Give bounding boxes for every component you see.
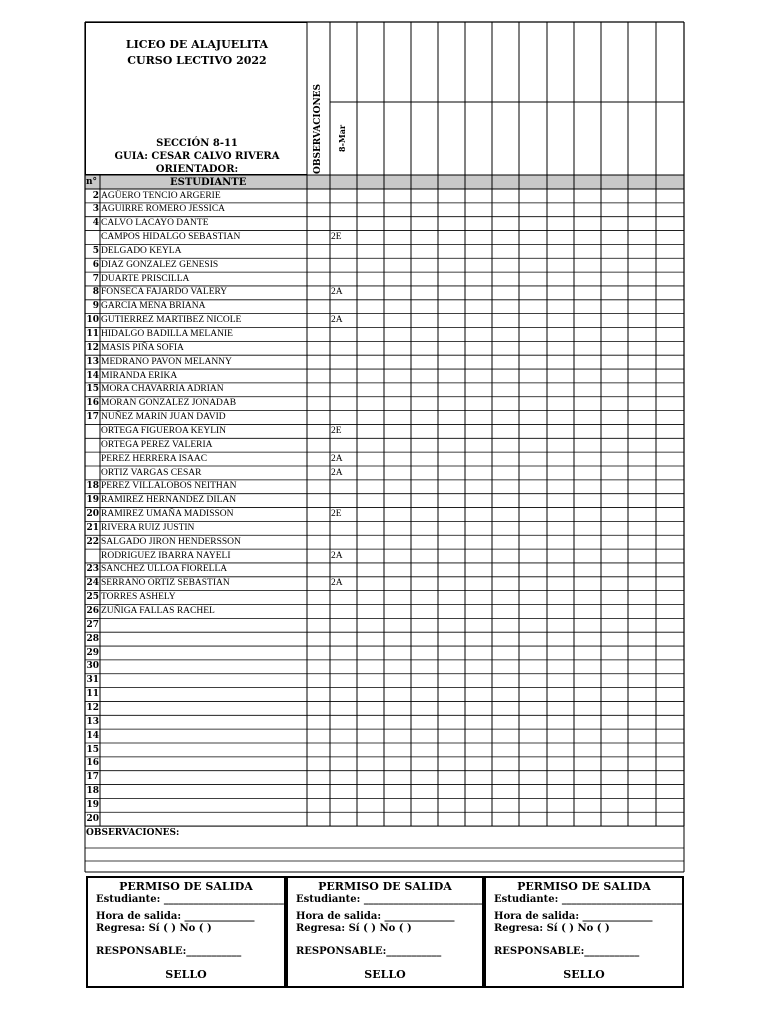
row-number: 31 xyxy=(86,675,99,686)
student-name: ORTEGA FIGUEROA KEYLIN xyxy=(101,425,227,436)
student-name: SANCHEZ ULLOA FIORELLA xyxy=(101,564,228,575)
permit-stamp-label: SELLO xyxy=(364,968,406,981)
student-name: DUARTE PRISCILLA xyxy=(101,273,190,284)
row-number: 27 xyxy=(86,619,99,630)
student-name: AGÜERO TENCIO ARGERIE xyxy=(101,190,221,201)
section-info xyxy=(86,137,308,176)
row-number: 16 xyxy=(86,758,99,769)
row-number: 9 xyxy=(92,301,99,312)
number-column-header: n° xyxy=(86,177,98,187)
observation-cell: 2E xyxy=(331,425,342,436)
student-name: CALVO LACAYO DANTE xyxy=(101,218,209,229)
student-name: SALGADO JIRON HENDERSSON xyxy=(101,536,241,547)
permit-student-line[interactable]: Estudiante: ________________________ xyxy=(96,894,284,905)
permit-time-line[interactable]: Hora de salida: ______________ xyxy=(96,911,255,922)
permit-time-line[interactable]: Hora de salida: ______________ xyxy=(494,911,653,922)
student-name: GARCIA MENA BRIANA xyxy=(101,301,206,312)
student-name: MIRANDA ERIKA xyxy=(101,370,178,381)
row-number: 6 xyxy=(92,259,99,270)
student-name: MASIS PIÑA SOFIA xyxy=(101,342,184,353)
row-number: 25 xyxy=(86,592,99,603)
exit-permit-card xyxy=(484,876,684,988)
observation-cell: 2E xyxy=(331,232,342,243)
student-name: RODRIGUEZ IBARRA NAYELI xyxy=(101,550,231,561)
permit-time-line[interactable]: Hora de salida: ______________ xyxy=(296,911,455,922)
student-name: MORA CHAVARRIA ADRIAN xyxy=(101,384,224,395)
row-number: 15 xyxy=(86,384,99,395)
counselor-label: ORIENTADOR: xyxy=(155,164,239,175)
observations-footer: OBSERVACIONES: xyxy=(86,828,180,838)
student-name: MORAN GONZALEZ JONADAB xyxy=(101,398,237,409)
observation-cell: 2A xyxy=(331,578,343,589)
student-name: RIVERA RUIZ JUSTIN xyxy=(101,522,195,533)
permit-student-line[interactable]: Estudiante: ________________________ xyxy=(296,894,484,905)
exit-permit-card xyxy=(286,876,484,988)
school-title xyxy=(86,37,308,69)
permit-title: PERMISO DE SALIDA xyxy=(517,880,651,893)
row-number: 10 xyxy=(86,315,99,326)
observation-cell: 2A xyxy=(331,453,343,464)
row-number: 8 xyxy=(92,287,99,298)
permit-responsible-line[interactable]: RESPONSABLE:___________ xyxy=(494,946,640,957)
row-number: 11 xyxy=(86,689,99,700)
header-box xyxy=(85,22,307,175)
row-number: 12 xyxy=(86,342,99,353)
permit-student-line[interactable]: Estudiante: ________________________ xyxy=(494,894,682,905)
student-name: NUÑEZ MARIN JUAN DAVID xyxy=(101,412,226,423)
guide-label: GUIA: CESAR CALVO RIVERA xyxy=(114,151,280,162)
permit-stamp-label: SELLO xyxy=(563,968,605,981)
permit-return-line[interactable]: Regresa: Sí ( ) No ( ) xyxy=(296,923,412,934)
row-number: 14 xyxy=(86,370,99,381)
student-name: MEDRANO PAVON MELANNY xyxy=(101,356,232,367)
row-number: 21 xyxy=(86,522,99,533)
observation-cell: 2A xyxy=(331,467,343,478)
row-number: 19 xyxy=(86,495,99,506)
observation-cell: 2A xyxy=(331,287,343,298)
student-name: RAMIREZ HERNANDEZ DILAN xyxy=(101,495,237,506)
student-name: DELGADO KEYLA xyxy=(101,245,182,256)
row-number: 11 xyxy=(86,329,99,339)
student-name: CAMPOS HIDALGO SEBASTIAN xyxy=(101,232,241,243)
student-name: ORTEGA PEREZ VALERIA xyxy=(101,439,213,450)
row-number: 20 xyxy=(86,813,99,824)
exit-permit-card xyxy=(86,876,286,988)
row-number: 18 xyxy=(86,481,99,492)
row-number: 22 xyxy=(86,536,99,547)
section-label: SECCIÓN 8-11 xyxy=(156,138,238,149)
student-name: FONSECA FAJARDO VALERY xyxy=(101,287,228,298)
school-year: CURSO LECTIVO 2022 xyxy=(127,54,267,67)
student-name: RAMIREZ UMAÑA MADISSON xyxy=(101,509,234,520)
student-name: TORRES ASHELY xyxy=(101,592,176,603)
row-number: 5 xyxy=(92,245,99,256)
permit-return-line[interactable]: Regresa: Sí ( ) No ( ) xyxy=(494,923,610,934)
row-number: 16 xyxy=(86,398,99,409)
permit-return-line[interactable]: Regresa: Sí ( ) No ( ) xyxy=(96,923,212,934)
observation-cell: 2A xyxy=(331,550,343,561)
row-number: 13 xyxy=(86,716,99,727)
row-number: 19 xyxy=(86,799,99,810)
row-number: 17 xyxy=(86,412,99,423)
student-column-header: ESTUDIANTE xyxy=(170,177,247,188)
row-number: 29 xyxy=(86,647,99,658)
observation-cell: 2A xyxy=(331,315,343,326)
student-name: DIAZ GONZALEZ GENESIS xyxy=(101,259,219,270)
observations-column-header: OBSERVACIONES xyxy=(313,83,323,174)
row-number: 30 xyxy=(86,661,99,672)
row-number: 4 xyxy=(92,218,99,229)
row-number: 23 xyxy=(86,564,99,575)
row-number: 15 xyxy=(86,744,99,755)
row-number: 18 xyxy=(86,786,99,797)
row-number: 13 xyxy=(86,356,99,367)
student-name: ORTIZ VARGAS CESAR xyxy=(101,467,202,478)
row-number: 20 xyxy=(86,509,99,520)
date-column-header: 8-Mar xyxy=(337,124,347,152)
row-number: 3 xyxy=(92,204,99,215)
row-number: 7 xyxy=(92,273,99,284)
row-number: 2 xyxy=(92,190,99,201)
permit-title: PERMISO DE SALIDA xyxy=(318,880,452,893)
student-name: SERRANO ORTIZ SEBASTIAN xyxy=(101,578,230,589)
school-name: LICEO DE ALAJUELITA xyxy=(125,38,269,51)
student-name: GUTIERREZ MARTIBEZ NICOLE xyxy=(101,315,242,326)
permit-title: PERMISO DE SALIDA xyxy=(119,880,253,893)
permit-responsible-line[interactable]: RESPONSABLE:___________ xyxy=(96,946,242,957)
permit-stamp-label: SELLO xyxy=(165,968,207,981)
row-number: 24 xyxy=(86,578,99,589)
observation-cell: 2E xyxy=(331,509,342,520)
row-number: 26 xyxy=(86,606,99,616)
student-name: PEREZ HERRERA ISAAC xyxy=(101,453,208,464)
row-number: 28 xyxy=(86,633,99,644)
row-number: 12 xyxy=(86,702,99,713)
row-number: 14 xyxy=(86,730,99,741)
student-name: AGUIRRE ROMERO JESSICA xyxy=(101,204,226,215)
student-name: ZUÑIGA FALLAS RACHEL xyxy=(101,606,215,616)
row-number: 17 xyxy=(86,772,99,783)
student-name: PEREZ VILLALOBOS NEITHAN xyxy=(101,481,237,492)
student-name: HIDALGO BADILLA MELANIE xyxy=(101,329,233,339)
permit-responsible-line[interactable]: RESPONSABLE:___________ xyxy=(296,946,442,957)
